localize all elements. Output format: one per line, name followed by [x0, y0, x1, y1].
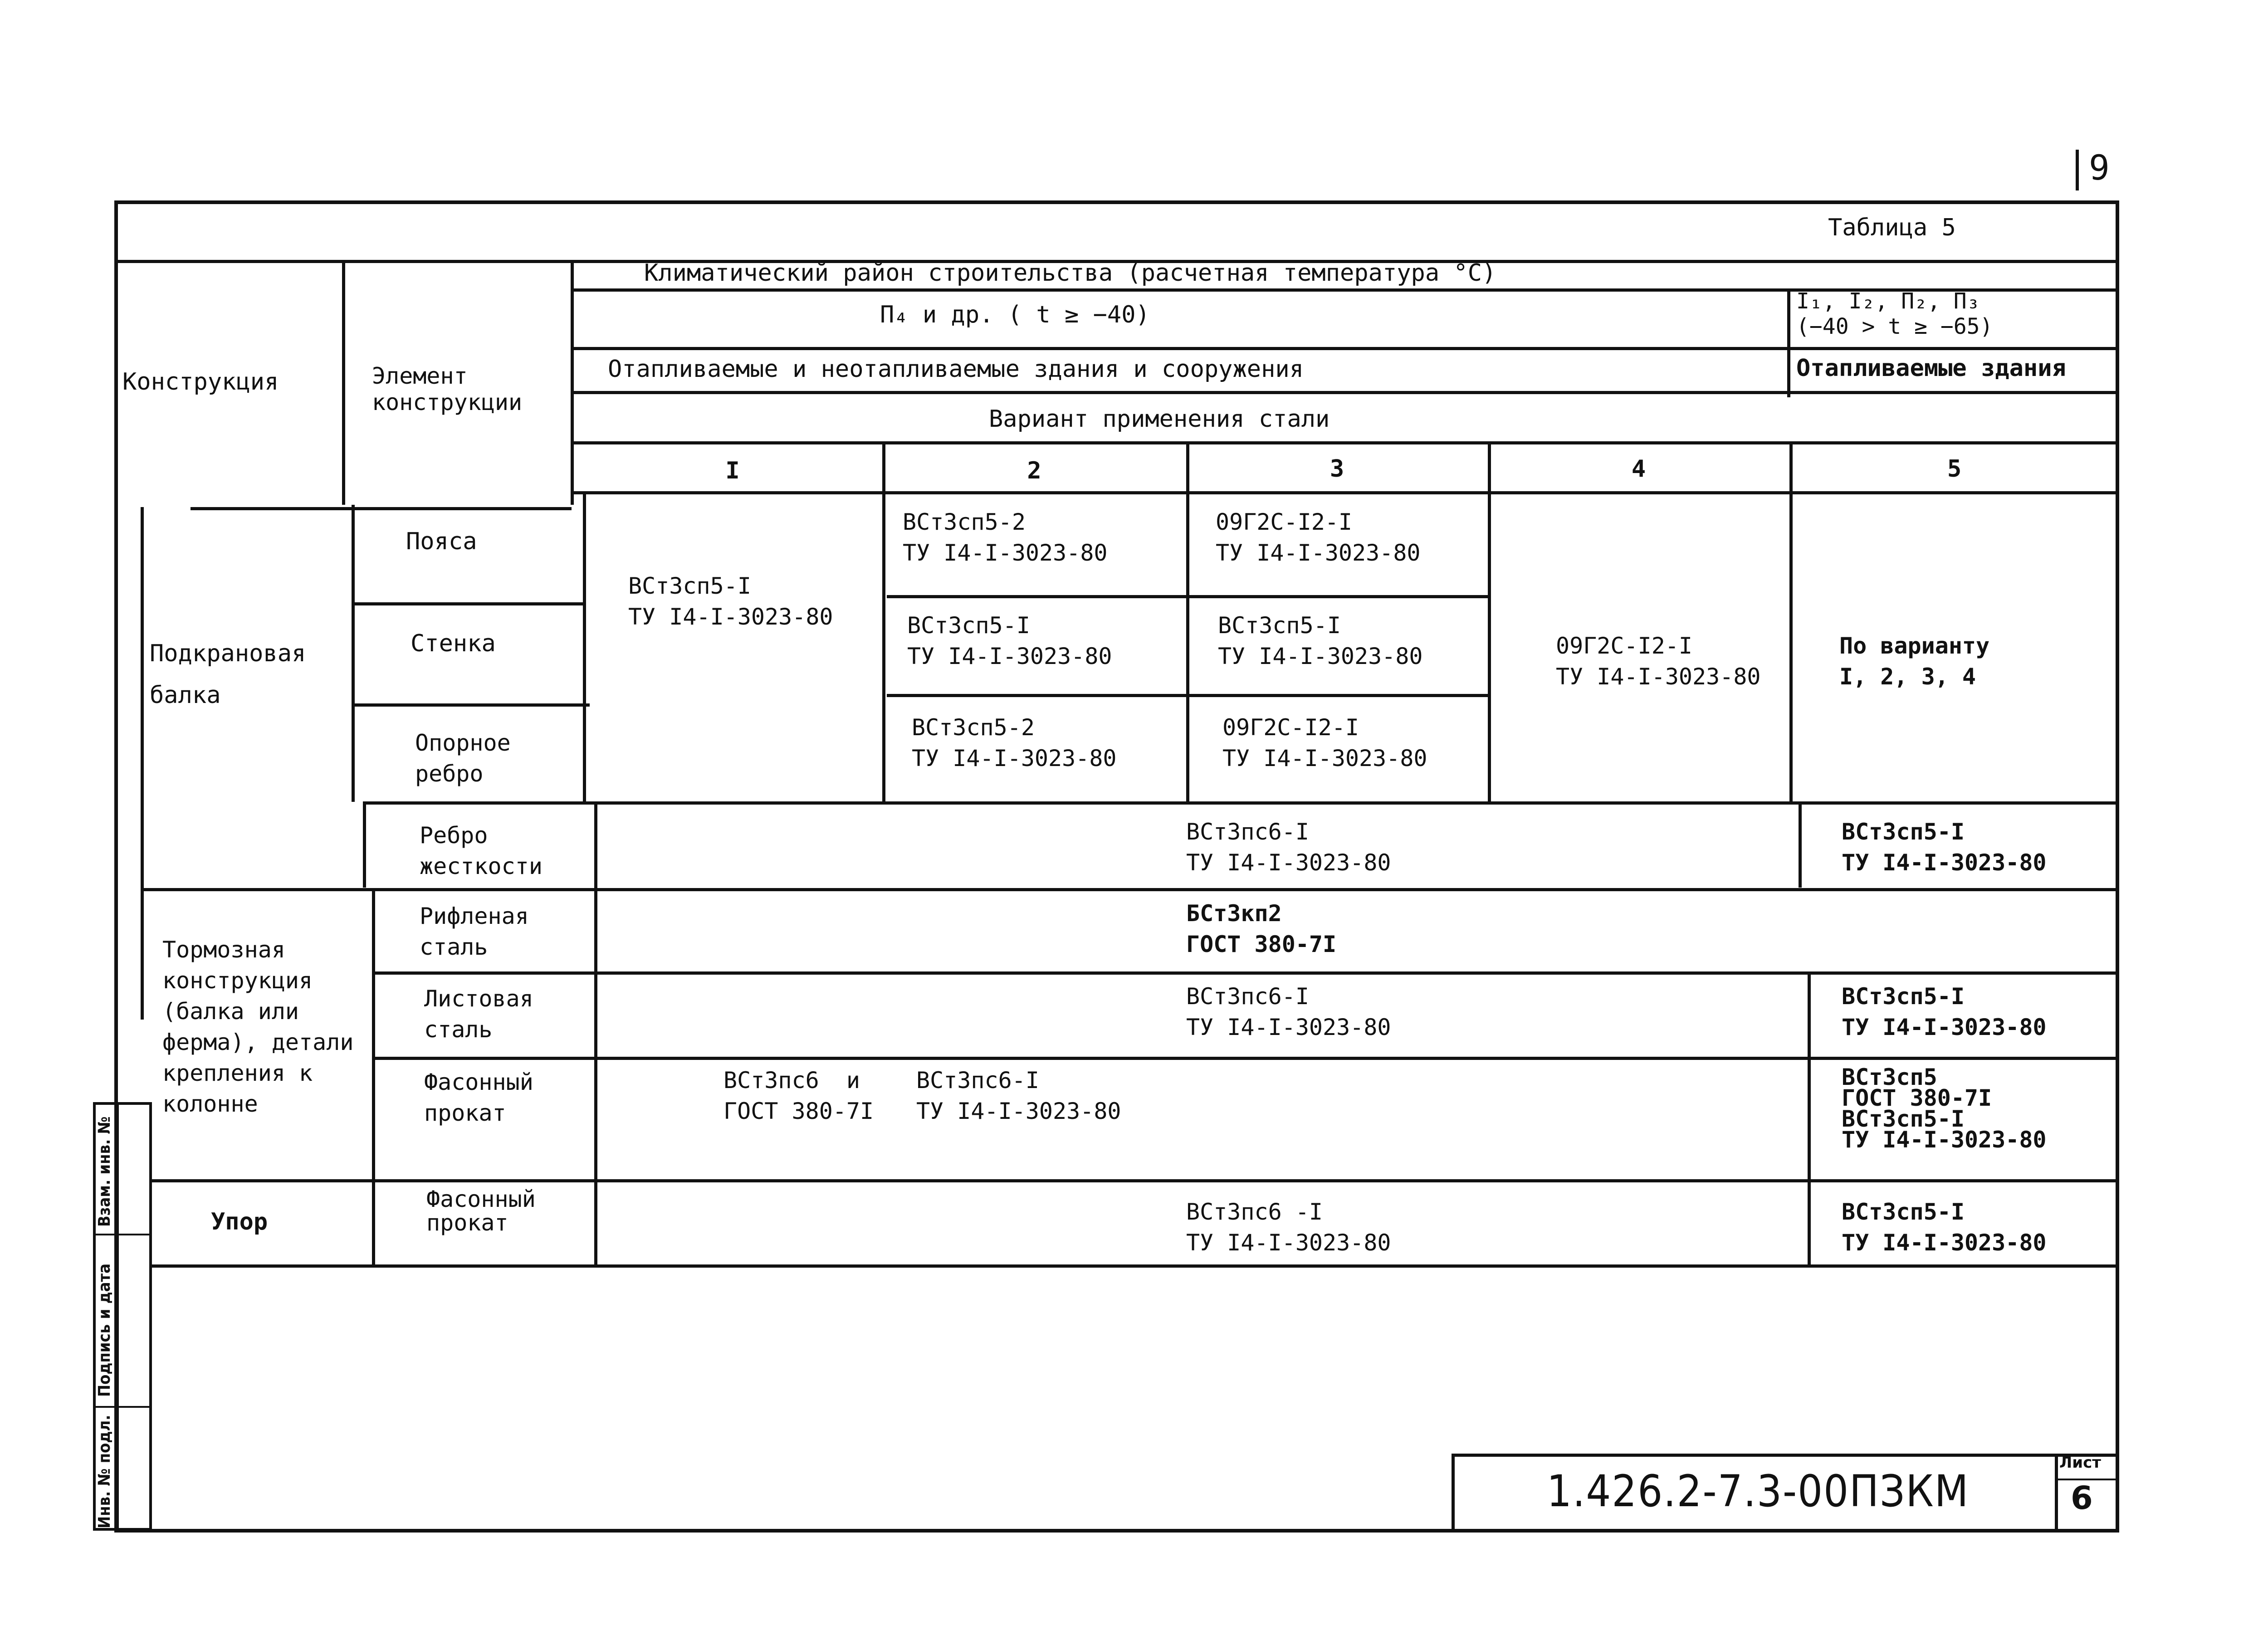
cell-stop-main: ВСт3пс6 -I ТУ I4-I-3023-80 [1186, 1199, 1391, 1256]
document-code: 1.426.2-7.3-00ПЗКМ [1547, 1466, 1970, 1517]
cell-ribbed-steel: БСт3кп2 ГОСТ 380-7I [1186, 900, 1337, 957]
cell-v1-crane-beam: ВСт3сп5-I ТУ I4-I-3023-80 [628, 573, 833, 630]
cell-v2-web: ВСт3сп5-I ТУ I4-I-3023-80 [907, 612, 1112, 669]
header-construction: Конструкция [122, 368, 279, 395]
page-number: 9 [2089, 147, 2110, 188]
header-region-b: I₁, I₂, П₂, П₃ (−40 > t ≥ −65) [1796, 288, 1993, 339]
side-stamp-inv-label: Инв. № подл. [95, 1415, 114, 1528]
side-stamp-sign-label: Подпись и дата [95, 1263, 114, 1397]
side-stamp-vzam-label: Взам. инв. № [95, 1116, 114, 1227]
group-stop: Упор [211, 1208, 268, 1235]
header-col-2: 2 [1027, 457, 1041, 484]
cell-v2-support-rib: ВСт3сп5-2 ТУ I4-I-3023-80 [912, 714, 1117, 771]
header-climate: Климатический район строительства (расчетная температура °C) [644, 259, 1496, 287]
cell-stiffening-rib-v5: ВСт3сп5-I ТУ I4-I-3023-80 [1842, 819, 2047, 876]
header-heated-b: Отапливаемые здания [1796, 355, 2066, 382]
table-title: Таблица 5 [1828, 214, 1956, 241]
cell-sheet-steel-v5: ВСт3сп5-I ТУ I4-I-3023-80 [1842, 983, 2047, 1040]
header-region-a: П₄ и др. ( t ≥ −40) [880, 301, 1150, 328]
sheet-number: 6 [2071, 1479, 2093, 1517]
header-variant: Вариант применения стали [989, 405, 1330, 433]
cell-v2-belts: ВСт3сп5-2 ТУ I4-I-3023-80 [903, 509, 1108, 566]
cell-shaped-rolled-a: ВСт3пс6 и ГОСТ 380-7I [723, 1067, 874, 1124]
cell-shaped-rolled-b: ВСт3пс6-I ТУ I4-I-3023-80 [916, 1067, 1121, 1124]
sheet-label: Лист [2059, 1454, 2101, 1472]
cell-v5-crane-beam: По варианту I, 2, 3, 4 [1839, 633, 1990, 690]
page-number-rule [2076, 150, 2079, 190]
element-web: Стенка [411, 630, 496, 657]
header-col-5: 5 [1947, 455, 1962, 483]
element-shaped-rolled: Фасонный прокат [424, 1069, 533, 1126]
cell-v4-crane-beam: 09Г2С-I2-I ТУ I4-I-3023-80 [1556, 633, 1761, 690]
cell-stop-v5: ВСт3сп5-I ТУ I4-I-3023-80 [1842, 1199, 2047, 1256]
cell-shaped-rolled-v5: ВСт3сп5 ГОСТ 380-7I ВСт3сп5-I ТУ I4-I-3023-80 [1842, 1064, 2047, 1153]
header-heated-a: Отапливаемые и неотапливаемые здания и сооружения [608, 356, 1304, 383]
cell-sheet-steel-main: ВСт3пс6-I ТУ I4-I-3023-80 [1186, 983, 1391, 1040]
header-col-1: I [725, 457, 740, 484]
cell-v3-web: ВСт3сп5-I ТУ I4-I-3023-80 [1218, 612, 1423, 669]
cell-v3-belts: 09Г2С-I2-I ТУ I4-I-3023-80 [1216, 509, 1421, 566]
header-col-4: 4 [1631, 455, 1646, 483]
header-element: Элемент конструкции [372, 363, 523, 415]
group-crane-beam: Подкрановая балка [150, 640, 306, 709]
element-stop-shaped-rolled: Фасонный прокат [426, 1186, 536, 1236]
element-stiffening-rib: Ребро жесткости [420, 822, 543, 879]
element-support-rib: Опорное ребро [415, 730, 511, 787]
cell-stiffening-rib-main: ВСт3пс6-I ТУ I4-I-3023-80 [1186, 819, 1391, 876]
element-belts: Пояса [406, 528, 477, 555]
group-brake-structure: Тормозная конструкция (балка или ферма), детали крепления к колонне [162, 937, 354, 1117]
header-col-3: 3 [1330, 455, 1344, 483]
element-ribbed-steel: Рифленая сталь [420, 903, 529, 960]
element-sheet-steel: Листовая сталь [424, 986, 533, 1043]
cell-v3-support-rib: 09Г2С-I2-I ТУ I4-I-3023-80 [1222, 714, 1427, 771]
